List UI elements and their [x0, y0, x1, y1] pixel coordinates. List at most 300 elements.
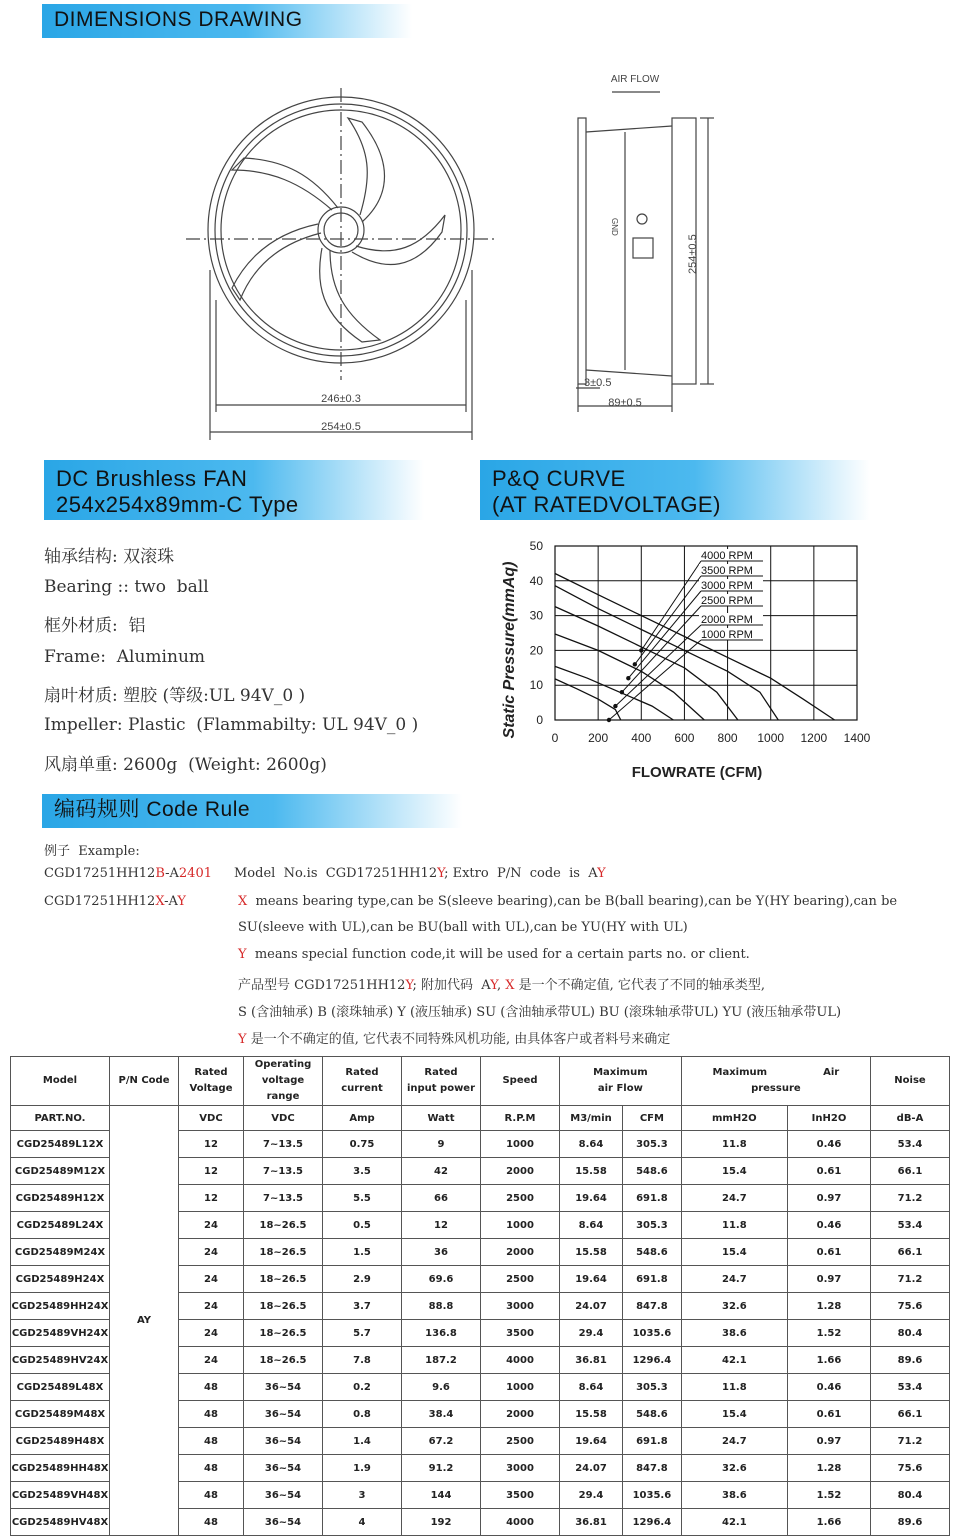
value-cell: 89.6	[871, 1509, 950, 1536]
value-cell: 11.8	[681, 1131, 787, 1158]
value-cell: 3.5	[323, 1158, 402, 1185]
value-cell: 80.4	[871, 1482, 950, 1509]
th-or2: voltage range	[261, 1075, 305, 1102]
unit-cell: mmH2O	[681, 1106, 787, 1131]
th-air-flow	[560, 1057, 682, 1106]
value-cell: 36~54	[244, 1482, 323, 1509]
value-cell: 3	[323, 1482, 402, 1509]
value-cell: 24	[179, 1293, 244, 1320]
value-cell: 53.4	[871, 1131, 950, 1158]
rule-l4-text: means special function code,it will be used for a certain parts no. or client.	[246, 947, 750, 962]
rule-line-2	[238, 894, 897, 909]
y-tick-label: 0	[536, 713, 543, 727]
ex1-b: B	[155, 866, 166, 881]
unit-cell: InH2O	[787, 1106, 870, 1131]
value-cell: 18~26.5	[244, 1239, 323, 1266]
value-cell: 38.6	[681, 1320, 787, 1347]
value-cell: 2000	[481, 1239, 560, 1266]
value-cell: 24	[179, 1212, 244, 1239]
value-cell: 36~54	[244, 1428, 323, 1455]
rule-l5-d: 是一个不确定值, 它代表了不同的轴承类型,	[514, 978, 766, 993]
value-cell: 1296.4	[623, 1347, 682, 1374]
rule-l5-c: ,	[497, 978, 506, 993]
part-number-cell: CGD25489M24X	[11, 1239, 110, 1266]
th-ri2: input power	[406, 1083, 476, 1094]
dim-3-label: 3±0.5	[584, 377, 612, 389]
value-cell: 2000	[481, 1158, 560, 1185]
dim-89-label: 89±0.5	[608, 397, 642, 409]
legend-label: 3500 RPM	[701, 565, 753, 577]
legend-label: 2500 RPM	[701, 595, 753, 607]
unit-cell: Amp	[323, 1106, 402, 1131]
rule-line-3: SU(sleeve with UL),can be BU(ball with UL),can be YU(HY with UL)	[238, 920, 688, 935]
spec-bearing-en: Bearing :: two ball	[44, 577, 209, 597]
chart-y-label: Static Pressure(mmAq)	[501, 561, 518, 739]
x-tick-label: 400	[631, 731, 652, 745]
th-operating-range	[244, 1057, 323, 1106]
value-cell: 2.9	[323, 1266, 402, 1293]
value-cell: 66.1	[871, 1239, 950, 1266]
value-cell: 0.46	[787, 1212, 870, 1239]
value-cell: 187.2	[402, 1347, 481, 1374]
value-cell: 548.6	[623, 1239, 682, 1266]
th-or1: Operating	[254, 1059, 312, 1070]
legend-arrowhead	[607, 718, 611, 722]
value-cell: 15.4	[681, 1158, 787, 1185]
value-cell: 24.7	[681, 1266, 787, 1293]
unit-cell: CFM	[623, 1106, 682, 1131]
pn-code-cell: AY	[110, 1106, 179, 1536]
legend-label: 4000 RPM	[701, 550, 753, 562]
value-cell: 0.75	[323, 1131, 402, 1158]
example-1	[44, 866, 212, 881]
value-cell: 3.7	[323, 1293, 402, 1320]
chart-series	[555, 574, 835, 721]
value-cell: 12	[402, 1212, 481, 1239]
th-rated-current: Rated current	[323, 1057, 402, 1106]
value-cell: 691.8	[623, 1428, 682, 1455]
value-cell: 48	[179, 1455, 244, 1482]
value-cell: 38.4	[402, 1401, 481, 1428]
rule-l5-a: 产品型号 CGD17251HH12	[238, 978, 406, 993]
ex2-x: X	[155, 894, 165, 909]
value-cell: 48	[179, 1374, 244, 1401]
value-cell: 53.4	[871, 1374, 950, 1401]
value-cell: 8.64	[560, 1212, 623, 1239]
ex1-num: 2401	[178, 866, 212, 881]
value-cell: 69.6	[402, 1266, 481, 1293]
value-cell: 0.97	[787, 1185, 870, 1212]
value-cell: 19.64	[560, 1185, 623, 1212]
legend-label: 3000 RPM	[701, 580, 753, 592]
value-cell: 67.2	[402, 1428, 481, 1455]
value-cell: 0.5	[323, 1212, 402, 1239]
y-tick-label: 50	[529, 539, 543, 553]
value-cell: 48	[179, 1509, 244, 1536]
th-af1: Maximum	[593, 1067, 648, 1078]
value-cell: 24.7	[681, 1428, 787, 1455]
series-line-2000-rpm	[555, 666, 673, 720]
value-cell: 0.97	[787, 1428, 870, 1455]
value-cell: 66	[402, 1185, 481, 1212]
table-units-row	[11, 1106, 950, 1131]
value-cell: 7~13.5	[244, 1131, 323, 1158]
ex1-dash: -A	[165, 866, 179, 881]
value-cell: 0.61	[787, 1239, 870, 1266]
value-cell: 1000	[481, 1131, 560, 1158]
value-cell: 1.66	[787, 1347, 870, 1374]
value-cell: 24	[179, 1239, 244, 1266]
part-number-cell: CGD25489H24X	[11, 1266, 110, 1293]
value-cell: 9	[402, 1131, 481, 1158]
rule-line-6: S (含油轴承) B (滚珠轴承) Y (液压轴承) SU (含油轴承带UL) BU (滚珠轴承带UL) YU (液压轴承带UL)	[238, 1005, 842, 1020]
value-cell: 548.6	[623, 1158, 682, 1185]
y-tick-label: 40	[529, 573, 543, 588]
value-cell: 5.7	[323, 1320, 402, 1347]
part-number-cell: CGD25489VH24X	[11, 1320, 110, 1347]
th-pn: P/N Code	[110, 1057, 179, 1106]
rule-l4-y: Y	[238, 947, 247, 962]
legend-arrowhead	[620, 690, 624, 694]
rule-l5-b: ; 附加代码 A	[412, 978, 491, 993]
rule-l7-y: Y	[238, 1032, 247, 1047]
legend-leader	[628, 591, 701, 678]
value-cell: 36~54	[244, 1401, 323, 1428]
value-cell: 4000	[481, 1509, 560, 1536]
x-tick-label: 1000	[757, 731, 785, 745]
x-tick-label: 800	[717, 731, 738, 745]
value-cell: 19.64	[560, 1428, 623, 1455]
part-number-cell: CGD25489L12X	[11, 1131, 110, 1158]
rule-line-1	[234, 866, 606, 881]
th-noise: Noise	[871, 1057, 950, 1106]
value-cell: 80.4	[871, 1320, 950, 1347]
value-cell: 3000	[481, 1293, 560, 1320]
value-cell: 4	[323, 1509, 402, 1536]
legend-arrowhead	[626, 676, 630, 680]
pq-title	[492, 466, 721, 518]
value-cell: 24.07	[560, 1455, 623, 1482]
th-speed: Speed	[481, 1057, 560, 1106]
value-cell: 48	[179, 1428, 244, 1455]
value-cell: 11.8	[681, 1212, 787, 1239]
spec-table	[10, 1056, 950, 1536]
value-cell: 847.8	[623, 1455, 682, 1482]
part-number-cell: CGD25489H48X	[11, 1428, 110, 1455]
unit-cell: R.P.M	[481, 1106, 560, 1131]
value-cell: 1.52	[787, 1482, 870, 1509]
y-tick-label: 10	[529, 678, 543, 693]
value-cell: 144	[402, 1482, 481, 1509]
th-ri1: Rated	[424, 1067, 458, 1078]
value-cell: 1.4	[323, 1428, 402, 1455]
value-cell: 29.4	[560, 1320, 623, 1347]
rule-line-7	[238, 1028, 670, 1047]
part-number-cell: CGD25489M12X	[11, 1158, 110, 1185]
unit-cell: PART.NO.	[11, 1106, 110, 1131]
value-cell: 548.6	[623, 1401, 682, 1428]
code-rule-title: 编码规则 Code Rule	[54, 798, 251, 821]
value-cell: 75.6	[871, 1293, 950, 1320]
value-cell: 32.6	[681, 1293, 787, 1320]
value-cell: 3500	[481, 1482, 560, 1509]
pq-curve-banner	[480, 460, 870, 520]
th-ap2: pressure	[751, 1083, 801, 1094]
legend-arrowhead	[613, 704, 617, 708]
rule-l2-text: means bearing type,can be S(sleeve bearing),can be B(ball bearing),can be Y(HY bearing),can be	[247, 894, 898, 909]
value-cell: 9.6	[402, 1374, 481, 1401]
value-cell: 1296.4	[623, 1509, 682, 1536]
value-cell: 29.4	[560, 1482, 623, 1509]
value-cell: 1035.6	[623, 1320, 682, 1347]
value-cell: 1035.6	[623, 1482, 682, 1509]
value-cell: 42	[402, 1158, 481, 1185]
value-cell: 53.4	[871, 1212, 950, 1239]
value-cell: 2000	[481, 1401, 560, 1428]
fan-title	[56, 466, 299, 518]
part-number-cell: CGD25489HH24X	[11, 1293, 110, 1320]
table-body	[11, 1106, 950, 1536]
th-rv2: Voltage	[189, 1083, 233, 1094]
rule-line-4	[238, 947, 750, 962]
dimensions-drawing	[0, 40, 960, 440]
value-cell: 48	[179, 1401, 244, 1428]
table-header-row	[11, 1057, 950, 1106]
example-2	[44, 894, 186, 909]
spec-frame-en: Frame: Aluminum	[44, 647, 206, 667]
value-cell: 0.46	[787, 1131, 870, 1158]
value-cell: 5.5	[323, 1185, 402, 1212]
part-number-cell: CGD25489H12X	[11, 1185, 110, 1212]
x-tick-label: 600	[674, 731, 695, 745]
value-cell: 1000	[481, 1374, 560, 1401]
ex2-y: Y	[177, 894, 186, 909]
value-cell: 1.52	[787, 1320, 870, 1347]
value-cell: 42.1	[681, 1509, 787, 1536]
value-cell: 18~26.5	[244, 1266, 323, 1293]
value-cell: 91.2	[402, 1455, 481, 1482]
legend-arrowhead	[639, 648, 643, 652]
value-cell: 32.6	[681, 1455, 787, 1482]
ex2-dash: -A	[164, 894, 178, 909]
dim-254-side-label: 254±0.5	[687, 234, 699, 274]
value-cell: 0.61	[787, 1401, 870, 1428]
value-cell: 15.58	[560, 1158, 623, 1185]
value-cell: 7~13.5	[244, 1158, 323, 1185]
value-cell: 11.8	[681, 1374, 787, 1401]
value-cell: 192	[402, 1509, 481, 1536]
value-cell: 36	[402, 1239, 481, 1266]
rule-l1-y2: Y	[597, 866, 606, 881]
fan-title-line1: DC Brushless FAN	[56, 466, 248, 491]
value-cell: 1.9	[323, 1455, 402, 1482]
value-cell: 24.7	[681, 1185, 787, 1212]
x-tick-label: 0	[551, 731, 559, 745]
value-cell: 3000	[481, 1455, 560, 1482]
dimensions-banner	[42, 4, 412, 38]
value-cell: 71.2	[871, 1185, 950, 1212]
legend-leader	[635, 576, 701, 664]
value-cell: 0.46	[787, 1374, 870, 1401]
th-ap-air: Air	[823, 1067, 840, 1078]
y-tick-label: 20	[529, 643, 543, 658]
th-rated-voltage	[179, 1057, 244, 1106]
rule-l1-a: Model No.is CGD17251HH12	[234, 866, 438, 881]
value-cell: 88.8	[402, 1293, 481, 1320]
fan-front-view	[186, 88, 496, 440]
value-cell: 36.81	[560, 1509, 623, 1536]
pq-title-line2: (AT RATEDVOLTAGE)	[492, 492, 721, 517]
rule-line-5	[238, 974, 765, 993]
th-rv1: Rated	[194, 1067, 228, 1078]
spec-impeller-en: Impeller: Plastic (Flammabilty: UL 94V_0 )	[44, 715, 419, 735]
part-number-cell: CGD25489HV24X	[11, 1347, 110, 1374]
chart-x-label: FLOWRATE (CFM)	[631, 764, 763, 781]
rule-l5-x: X	[505, 978, 515, 993]
value-cell: 305.3	[623, 1374, 682, 1401]
value-cell: 0.8	[323, 1401, 402, 1428]
legend-arrowhead	[633, 662, 637, 666]
unit-cell: Watt	[402, 1106, 481, 1131]
value-cell: 18~26.5	[244, 1212, 323, 1239]
value-cell: 1.5	[323, 1239, 402, 1266]
ex2-prefix: CGD17251HH12	[44, 894, 156, 909]
value-cell: 691.8	[623, 1266, 682, 1293]
rule-l5-y2: Y	[490, 978, 497, 993]
value-cell: 24.07	[560, 1293, 623, 1320]
value-cell: 1.28	[787, 1293, 870, 1320]
spec-bearing-cn: 轴承结构: 双滚珠	[44, 547, 175, 567]
value-cell: 71.2	[871, 1266, 950, 1293]
spec-weight: 风扇单重: 2600g (Weight: 2600g)	[44, 755, 327, 775]
value-cell: 1.28	[787, 1455, 870, 1482]
value-cell: 24	[179, 1266, 244, 1293]
value-cell: 66.1	[871, 1158, 950, 1185]
value-cell: 305.3	[623, 1131, 682, 1158]
value-cell: 42.1	[681, 1347, 787, 1374]
value-cell: 36.81	[560, 1347, 623, 1374]
value-cell: 136.8	[402, 1320, 481, 1347]
pq-title-line1: P&Q CURVE	[492, 466, 626, 491]
x-tick-label: 1400	[843, 731, 871, 745]
value-cell: 0.61	[787, 1158, 870, 1185]
legend-leader	[622, 606, 701, 692]
value-cell: 15.4	[681, 1239, 787, 1266]
value-cell: 0.2	[323, 1374, 402, 1401]
value-cell: 2500	[481, 1185, 560, 1212]
rule-l1-b: ; Extro P/N code is A	[444, 866, 598, 881]
ex1-prefix: CGD17251HH12	[44, 866, 156, 881]
air-flow-label: AIR FLOW	[610, 74, 660, 85]
dim-246-label: 246±0.3	[321, 393, 361, 405]
unit-cell: dB-A	[871, 1106, 950, 1131]
dim-254-bottom-label: 254±0.5	[321, 421, 361, 433]
th-air-pressure	[681, 1057, 870, 1106]
value-cell: 15.4	[681, 1401, 787, 1428]
part-number-cell: CGD25489L48X	[11, 1374, 110, 1401]
value-cell: 89.6	[871, 1347, 950, 1374]
x-tick-label: 200	[588, 731, 609, 745]
example-label: 例子 Example:	[44, 844, 140, 859]
value-cell: 18~26.5	[244, 1320, 323, 1347]
value-cell: 24	[179, 1347, 244, 1374]
value-cell: 36~54	[244, 1455, 323, 1482]
unit-cell: VDC	[179, 1106, 244, 1131]
legend-leader	[641, 561, 701, 650]
value-cell: 24	[179, 1320, 244, 1347]
value-cell: 2500	[481, 1266, 560, 1293]
rule-l2-x: X	[238, 894, 248, 909]
value-cell: 0.97	[787, 1266, 870, 1293]
value-cell: 71.2	[871, 1428, 950, 1455]
legend-label: 2000 RPM	[701, 614, 753, 626]
value-cell: 15.58	[560, 1239, 623, 1266]
value-cell: 48	[179, 1482, 244, 1509]
value-cell: 18~26.5	[244, 1347, 323, 1374]
value-cell: 36~54	[244, 1374, 323, 1401]
fan-title-banner	[44, 460, 424, 520]
value-cell: 12	[179, 1131, 244, 1158]
rule-l5-y: Y	[405, 978, 413, 993]
value-cell: 4000	[481, 1347, 560, 1374]
dimensions-title: DIMENSIONS DRAWING	[54, 8, 303, 31]
value-cell: 18~26.5	[244, 1293, 323, 1320]
spec-frame-cn: 框外材质: 铝	[44, 616, 146, 636]
y-tick-label: 30	[529, 608, 543, 623]
th-ap1-row	[682, 1065, 870, 1081]
part-number-cell: CGD25489HH48X	[11, 1455, 110, 1482]
part-number-cell: CGD25489HV48X	[11, 1509, 110, 1536]
x-tick-label: 1200	[800, 731, 828, 745]
th-rated-input	[402, 1057, 481, 1106]
part-number-cell: CGD25489VH48X	[11, 1482, 110, 1509]
value-cell: 1000	[481, 1212, 560, 1239]
value-cell: 75.6	[871, 1455, 950, 1482]
value-cell: 1.66	[787, 1509, 870, 1536]
value-cell: 691.8	[623, 1185, 682, 1212]
pq-chart	[490, 530, 890, 790]
value-cell: 8.64	[560, 1374, 623, 1401]
value-cell: 305.3	[623, 1212, 682, 1239]
unit-cell: VDC	[244, 1106, 323, 1131]
value-cell: 7.8	[323, 1347, 402, 1374]
value-cell: 36~54	[244, 1509, 323, 1536]
legend-label: 1000 RPM	[701, 629, 753, 641]
unit-cell: M3/min	[560, 1106, 623, 1131]
rule-l7-text: 是一个不确定的值, 它代表不同特殊风机功能, 由具体客户或者料号来确定	[246, 1032, 671, 1047]
value-cell: 3500	[481, 1320, 560, 1347]
th-af2: air Flow	[597, 1083, 643, 1094]
rule-l1-y: Y	[437, 866, 445, 881]
part-number-cell: CGD25489M48X	[11, 1401, 110, 1428]
value-cell: 12	[179, 1158, 244, 1185]
part-number-cell: CGD25489L24X	[11, 1212, 110, 1239]
value-cell: 8.64	[560, 1131, 623, 1158]
value-cell: 12	[179, 1185, 244, 1212]
gnd-label: GND	[610, 218, 619, 236]
value-cell: 38.6	[681, 1482, 787, 1509]
value-cell: 66.1	[871, 1401, 950, 1428]
value-cell: 7~13.5	[244, 1185, 323, 1212]
code-rule-banner	[42, 794, 462, 828]
fan-title-line2: 254x254x89mm-C Type	[56, 492, 299, 517]
value-cell: 2500	[481, 1428, 560, 1455]
value-cell: 19.64	[560, 1266, 623, 1293]
spec-impeller-cn: 扇叶材质: 塑胶 (等级:UL 94V_0 )	[44, 686, 306, 706]
th-ap1: Maximum	[712, 1067, 768, 1078]
value-cell: 15.58	[560, 1401, 623, 1428]
value-cell: 847.8	[623, 1293, 682, 1320]
